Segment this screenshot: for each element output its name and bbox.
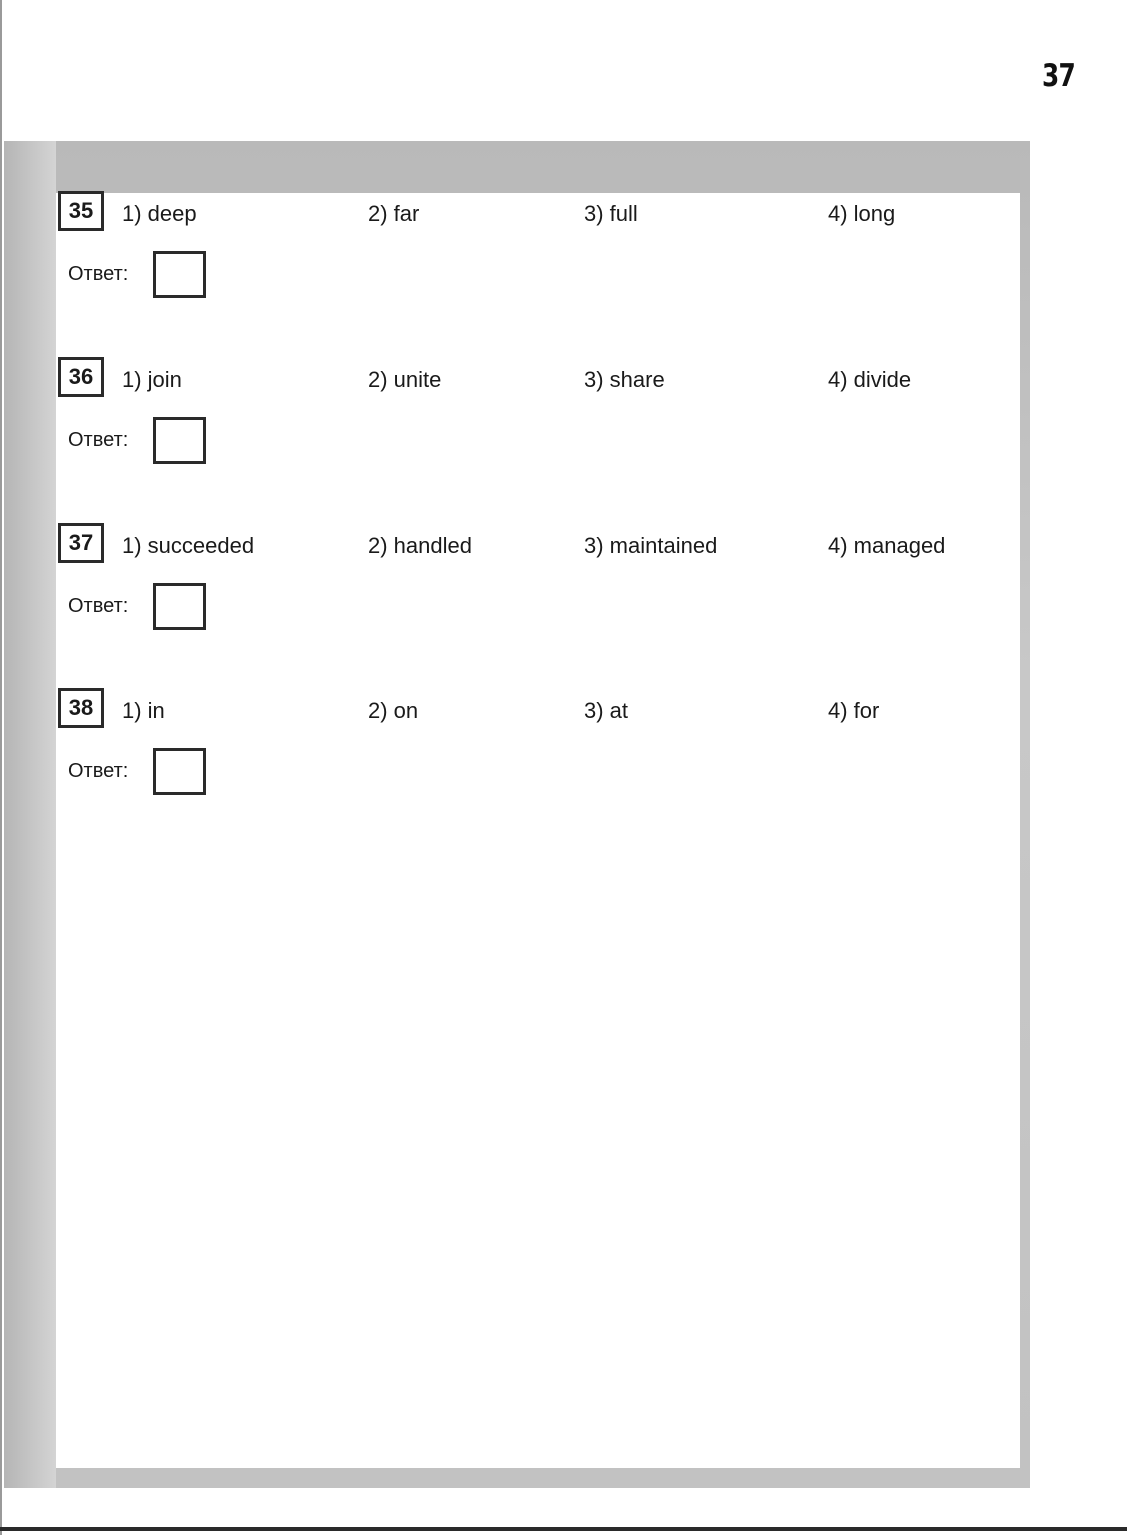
answer-label: Ответ: [68,760,129,782]
question-38 [58,688,1018,808]
option-3: 3) maintained [584,533,718,558]
option-1: 1) succeeded [122,533,255,558]
answer-box[interactable] [153,583,206,630]
answer-label: Ответ: [68,429,129,451]
option-1: 1) deep [122,201,197,226]
question-35 [58,191,1018,311]
frame-left-band [4,141,56,1488]
option-1: 1) in [122,698,165,723]
option-4: 4) long [828,201,896,226]
option-2: 2) unite [368,367,442,392]
option-3: 3) at [584,698,629,723]
option-3: 3) full [584,201,638,226]
option-1: 1) join [122,367,182,392]
answer-label: Ответ: [68,263,129,285]
option-2: 2) on [368,698,419,723]
question-37 [58,523,1018,643]
answer-box[interactable] [153,251,206,298]
page-left-edge [0,0,2,1535]
option-3: 3) share [584,367,665,392]
option-2: 2) far [368,201,420,226]
question-number: 38 [58,688,104,728]
question-number: 36 [58,357,104,397]
answer-box[interactable] [153,748,206,795]
question-36 [58,357,1018,477]
answer-box[interactable] [153,417,206,464]
question-number: 37 [58,523,104,563]
page-number: 37 [1042,58,1075,94]
option-4: 4) divide [828,367,912,392]
answer-label: Ответ: [68,595,129,617]
option-4: 4) for [828,698,880,723]
option-4: 4) managed [828,533,946,558]
page-bottom-rule [0,1527,1127,1531]
option-2: 2) handled [368,533,472,558]
question-number: 35 [58,191,104,231]
